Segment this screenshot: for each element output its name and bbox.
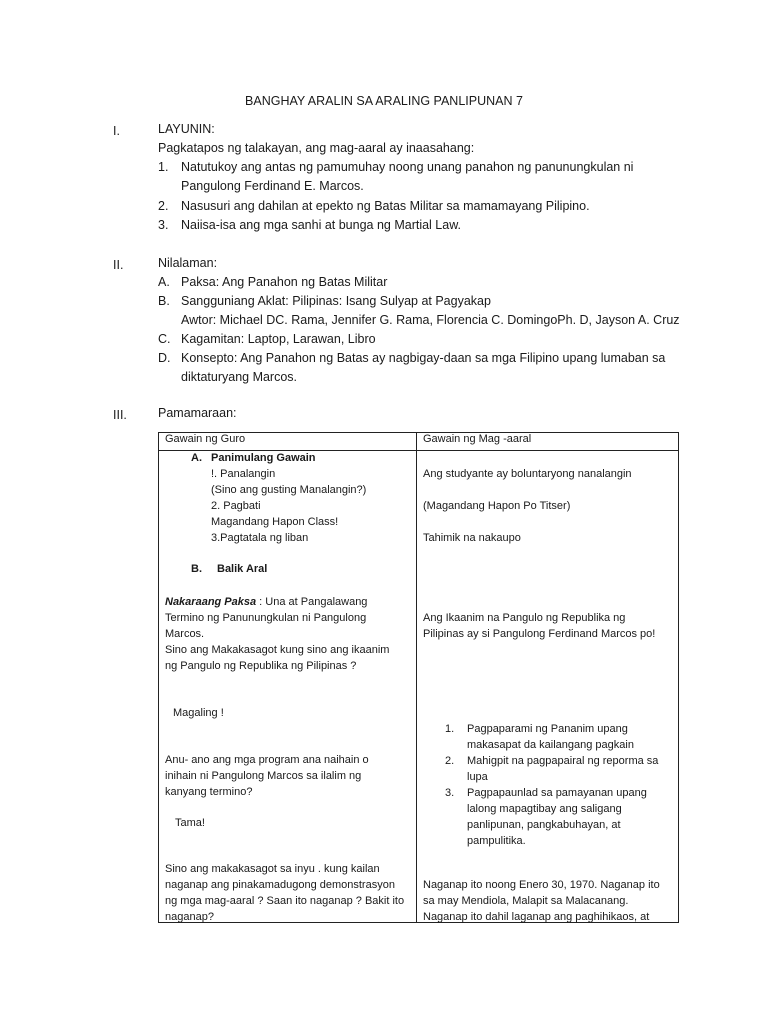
- section-3-heading: Pamamaraan:: [158, 406, 237, 420]
- objective-3-number: 3.: [158, 218, 169, 232]
- answer-3-line-1: Naganap ito noong Enero 30, 1970. Naganap ito: [423, 879, 660, 891]
- nakaraang-paksa-label: Nakaraang Paksa: [165, 596, 257, 608]
- objective-3-text: Naiisa-isa ang mga sanhi at bunga ng Martial Law.: [181, 218, 462, 232]
- content-b-author: Awtor: Michael DC. Rama, Jennifer G. Rama, Florencia C. DomingoPh. D, Jayson A. Cruz: [181, 313, 680, 327]
- magaling-text: Magaling !: [173, 707, 224, 719]
- pagbati-greeting: Magandang Hapon Class!: [211, 516, 339, 528]
- program-1-number: 1.: [445, 723, 455, 735]
- content-d-text-cont: diktaturyang Marcos.: [181, 370, 298, 384]
- program-1-line-1: Pagpaparami ng Pananim upang: [467, 723, 628, 735]
- student-activity-cell: [417, 451, 679, 923]
- answer-1-line-1: Ang Ikaanim na Pangulo ng Republika ng: [423, 612, 626, 624]
- panalangin-label: !. Panalangin: [211, 468, 276, 480]
- header-gawain-mag-aaral: Gawain ng Mag -aaral: [417, 433, 679, 451]
- objective-2-text: Nasusuri ang dahilan at epekto ng Batas Militar sa mamamayang Pilipino.: [181, 199, 590, 213]
- header-gawain-guro: Gawain ng Guro: [159, 433, 417, 451]
- question-1-line-2: ng Pangulo ng Republika ng Pilipinas ?: [165, 660, 357, 672]
- nakaraang-paksa-text: : Una at Pangalawang: [256, 596, 368, 608]
- section-1-number: I.: [113, 124, 120, 138]
- section-2-heading: Nilalaman:: [158, 256, 218, 270]
- pagbati-label: 2. Pagbati: [211, 500, 261, 512]
- content-c-text: Kagamitan: Laptop, Larawan, Libro: [181, 332, 376, 346]
- section-1-heading: LAYUNIN:: [158, 122, 215, 136]
- document-title: BANGHAY ARALIN SA ARALING PANLIPUNAN 7: [245, 94, 523, 108]
- answer-1-line-2: Pilipinas ay si Pangulong Ferdinand Marcos po!: [423, 628, 656, 640]
- section-2-number: II.: [113, 258, 124, 272]
- question-2-line-3: kanyang termino?: [165, 786, 253, 798]
- student-prayer: Ang studyante ay boluntaryong nanalangin: [423, 468, 632, 480]
- section-3-number: III.: [113, 408, 127, 422]
- program-2-line-1: Mahigpit na pagpapairal ng reporma sa: [467, 755, 659, 767]
- termino-line-2: Marcos.: [165, 628, 205, 640]
- question-3-line-1: Sino ang makakasagot sa inyu . kung kailan: [165, 863, 380, 875]
- tama-text: Tama!: [175, 817, 205, 829]
- objective-1-text: Natutukoy ang antas ng pamumuhay noong unang panahon ng panunungkulan ni: [181, 160, 634, 174]
- panimula-title: Panimulang Gawain: [211, 452, 316, 464]
- question-2-line-2: inihain ni Pangulong Marcos sa ilalim ng: [165, 770, 362, 782]
- content-b-letter: B.: [158, 294, 170, 308]
- program-3-number: 3.: [445, 787, 455, 799]
- procedure-table: [158, 432, 679, 923]
- content-c-letter: C.: [158, 332, 171, 346]
- program-2-number: 2.: [445, 755, 455, 767]
- program-3-line-3: panlipunan, pangkabuhayan, at: [467, 819, 621, 831]
- content-d-letter: D.: [158, 351, 171, 365]
- content-a-letter: A.: [158, 275, 170, 289]
- program-2-line-2: lupa: [467, 771, 488, 783]
- content-a-text: Paksa: Ang Panahon ng Batas Militar: [181, 275, 388, 289]
- nakaraang-paksa-line: [165, 594, 367, 610]
- answer-3-line-2: sa may Mendiola, Malapit sa Malacanang.: [423, 895, 629, 907]
- panalangin-question: (Sino ang gusting Manalangin?): [211, 484, 367, 496]
- question-1-line-1: Sino ang Makakasagot kung sino ang ikaanim: [165, 644, 390, 656]
- program-3-line-2: lalong mapagtibay ang saligang: [467, 803, 622, 815]
- program-1-line-2: makasapat da kailangang pagkain: [467, 739, 634, 751]
- content-b-text: Sangguniang Aklat: Pilipinas: Isang Sulyap at Pagyakap: [181, 294, 491, 308]
- balik-aral-title: Balik Aral: [217, 563, 268, 575]
- panimula-letter: A.: [191, 452, 202, 464]
- section-1-intro: Pagkatapos ng talakayan, ang mag-aaral ay inaasahang:: [158, 141, 475, 155]
- objective-1-text-cont: Pangulong Ferdinand E. Marcos.: [181, 179, 364, 193]
- program-3-line-4: pampulitika.: [467, 835, 526, 847]
- question-2-line-1: Anu- ano ang mga program ana naihain o: [165, 754, 369, 766]
- termino-line-1: Termino ng Panunungkulan ni Pangulong: [165, 612, 367, 624]
- pagtatala-label: 3.Pagtatala ng liban: [211, 532, 309, 544]
- content-d-text: Konsepto: Ang Panahon ng Batas ay nagbigay-daan sa mga Filipino upang lumaban sa: [181, 351, 666, 365]
- student-greeting-reply: (Magandang Hapon Po Titser): [423, 500, 571, 512]
- teacher-activity-cell: [159, 451, 417, 923]
- objective-1-number: 1.: [158, 160, 169, 174]
- objective-2-number: 2.: [158, 199, 169, 213]
- student-seated: Tahimik na nakaupo: [423, 532, 521, 544]
- question-3-line-4: naganap?: [165, 911, 214, 923]
- balik-aral-letter: B.: [191, 563, 202, 575]
- question-3-line-2: naganap ang pinakamadugong demonstrasyon: [165, 879, 395, 891]
- program-3-line-1: Pagpapaunlad sa pamayanan upang: [467, 787, 647, 799]
- question-3-line-3: ng mga mag-aaral ? Saan ito naganap ? Bakit ito: [165, 895, 405, 907]
- answer-3-line-3: Naganap ito dahil laganap ang paghihikaos, at: [423, 911, 650, 923]
